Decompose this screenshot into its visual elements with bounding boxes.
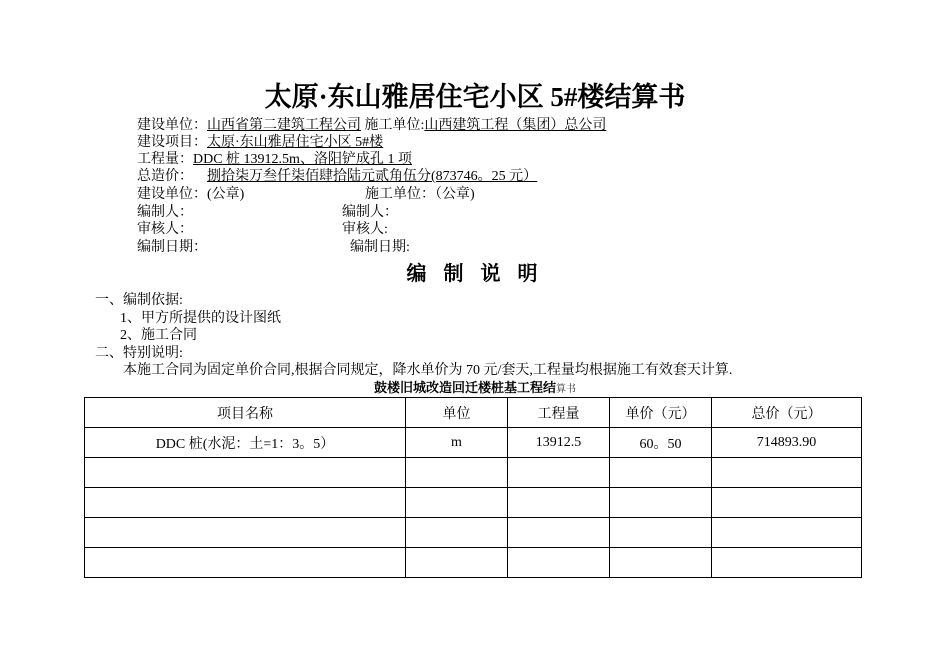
table-row-empty	[85, 458, 862, 488]
build-unit-line	[137, 117, 606, 134]
notes-heading: 编 制 说 明	[406, 263, 544, 285]
project-value: 太原·东山雅居住宅小区 5#楼	[207, 135, 384, 150]
reviewer-left: 审核人：	[137, 222, 193, 237]
table-row-empty	[85, 488, 862, 518]
basis-item-1: 1、甲方所提供的设计图纸	[120, 311, 281, 326]
header-unit: 单位	[406, 398, 508, 428]
table-row	[85, 428, 862, 458]
empty-cell	[610, 488, 712, 518]
table-caption-main: 鼓楼旧城改造回迁楼桩基工程结	[373, 381, 556, 396]
seal-build: 建设单位：(公章)	[137, 187, 245, 202]
section-basis: 一、编制依据:	[95, 293, 183, 308]
empty-cell	[85, 548, 406, 578]
empty-cell	[508, 488, 610, 518]
table-header-row	[85, 398, 862, 428]
empty-cell	[610, 518, 712, 548]
empty-cell	[508, 518, 610, 548]
empty-cell	[712, 548, 862, 578]
table-caption-small: 算书	[556, 384, 576, 395]
header-quantity: 工程量	[508, 398, 610, 428]
quantity-value: DDC 桩 13912.5m、洛阳铲成孔 1 项	[193, 152, 412, 167]
header-unit-price: 单价（元）	[610, 398, 712, 428]
reviewer-right: 审核人:	[342, 222, 388, 237]
settlement-table	[84, 397, 862, 578]
seal-construct: 施工单位：（公章)	[365, 187, 475, 202]
empty-cell	[406, 458, 508, 488]
empty-cell	[85, 458, 406, 488]
total-line	[137, 168, 537, 185]
cell-total-price: 714893.90	[712, 428, 862, 458]
cell-item-name: DDC 桩(水泥：土=1：3。5）	[85, 428, 406, 458]
table-row-empty	[85, 518, 862, 548]
empty-cell	[406, 518, 508, 548]
empty-cell	[85, 488, 406, 518]
empty-cell	[406, 548, 508, 578]
build-unit-value: 山西省第二建筑工程公司	[207, 118, 361, 133]
total-label: 总造价：	[137, 169, 193, 184]
basis-item-2: 2、施工合同	[120, 328, 197, 343]
cell-unit-price: 60。50	[610, 428, 712, 458]
empty-cell	[610, 548, 712, 578]
header-total-price: 总价（元）	[712, 398, 862, 428]
table-row-empty	[85, 548, 862, 578]
table-caption	[0, 380, 950, 398]
date-right: 编制日期:	[350, 240, 410, 255]
construct-unit-value: 山西建筑工程（集团）总公司	[424, 118, 607, 133]
empty-cell	[610, 458, 712, 488]
empty-cell	[712, 458, 862, 488]
section-special: 二、特别说明:	[95, 346, 183, 361]
construct-unit-label: 施工单位:	[364, 118, 425, 133]
quantity-label: 工程量：	[137, 152, 193, 167]
date-left: 编制日期：	[137, 240, 207, 255]
quantity-line	[137, 151, 412, 168]
empty-cell	[85, 518, 406, 548]
empty-cell	[712, 488, 862, 518]
special-note: 本施工合同为固定单价合同,根据合同规定，降水单价为 70 元/套天,工程量均根据施工有效套天计算.	[123, 363, 733, 378]
header-item-name: 项目名称	[85, 398, 406, 428]
document-title: 太原·东山雅居住宅小区 5#楼结算书	[264, 82, 686, 112]
editor-right: 编制人：	[342, 205, 398, 220]
cell-quantity: 13912.5	[508, 428, 610, 458]
empty-cell	[508, 548, 610, 578]
empty-cell	[406, 488, 508, 518]
editor-left: 编制人：	[137, 205, 193, 220]
project-line	[137, 134, 383, 151]
total-value: 捌拾柒万叁仟柒佰肆拾陆元贰角伍分(873746。25 元）	[207, 169, 538, 184]
project-label: 建设项目：	[137, 135, 207, 150]
build-unit-label: 建设单位：	[137, 118, 207, 133]
empty-cell	[508, 458, 610, 488]
cell-unit: m	[406, 428, 508, 458]
empty-cell	[712, 518, 862, 548]
